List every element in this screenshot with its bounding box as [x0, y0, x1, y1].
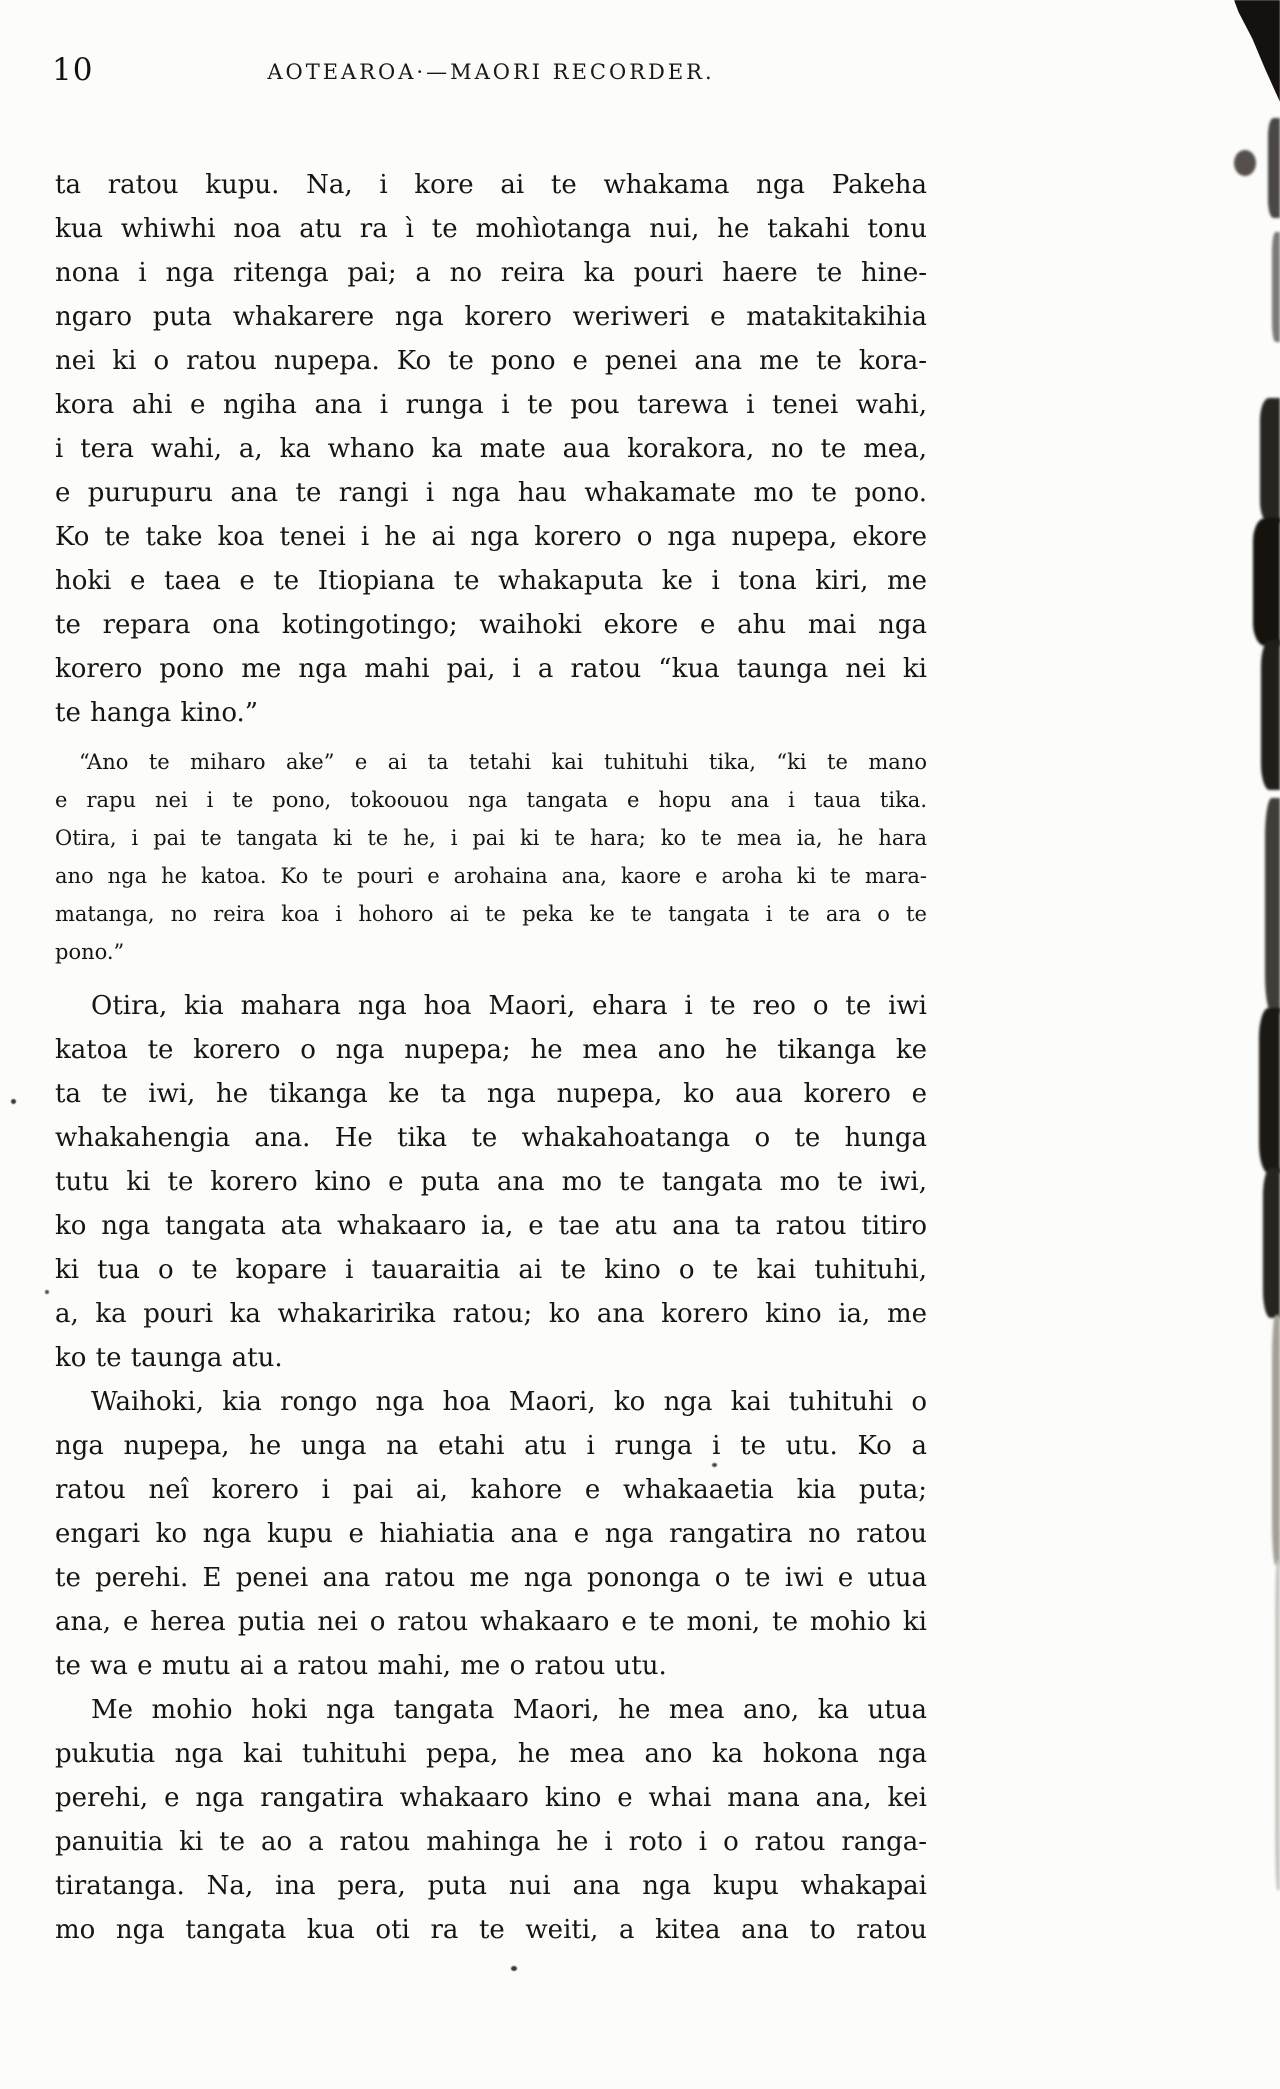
paragraph: [55, 984, 927, 1380]
scan-edge-artifact: [1268, 118, 1280, 218]
text-line: a, ka pouri ka whakaririka ratou; ko ana korero kino ia, me: [55, 1299, 927, 1329]
text-line: ano nga he katoa. Ko te pouri e arohaina ana, kaore e aroha ki te mara-: [55, 864, 927, 888]
text-line: Ko te take koa tenei i he ai nga korero o nga nupepa, ekore: [55, 522, 927, 552]
page-header-title: AOTEAROA·—MAORI RECORDER.: [267, 60, 715, 84]
paragraph: [55, 743, 927, 971]
text-line: e purupuru ana te rangi i nga hau whakamate mo te pono.: [55, 478, 927, 508]
text-line: mo nga tangata kua oti ra te weiti, a kitea ana to ratou: [55, 1915, 927, 1945]
text-line: ngaro puta whakarere nga korero weriweri e matakitakihia: [55, 302, 927, 332]
text-line: te hanga kino.”: [55, 698, 259, 728]
text-line: pono.”: [55, 940, 125, 964]
paragraph: [55, 163, 927, 735]
text-line: tutu ki te korero kino e puta ana mo te tangata mo te iwi,: [55, 1167, 927, 1197]
ink-speck: [45, 1290, 49, 1294]
ink-speck: [511, 1966, 517, 1971]
text-line: ta ratou kupu. Na, i kore ai te whakama nga Pakeha: [55, 170, 927, 200]
text-line: nga nupepa, he unga na etahi atu i runga i te utu. Ko a: [55, 1431, 927, 1461]
scan-edge-artifact: [1265, 798, 1280, 1013]
scan-edge-artifact: [1261, 640, 1280, 790]
text-line: nei ki o ratou nupepa. Ko te pono e penei ana me te kora-: [55, 346, 927, 376]
text-line: matanga, no reira koa i hohoro ai te peka ke te tangata i te ara o te: [55, 902, 927, 926]
scan-edge-artifact: [1260, 398, 1280, 523]
scan-edge-artifact: [1263, 1168, 1280, 1318]
text-line: ratou neî korero i pai ai, kahore e whakaaetia kia puta;: [55, 1475, 927, 1505]
text-line: engari ko nga kupu e hiahiatia ana e nga rangatira no ratou: [55, 1519, 927, 1549]
text-line: katoa te korero o nga nupepa; he mea ano he tikanga ke: [55, 1035, 927, 1065]
text-line: Otira, i pai te tangata ki te he, i pai ki te hara; ko te mea ia, he hara: [55, 826, 927, 850]
text-line: “Ano te miharo ake” e ai ta tetahi kai tuhituhi tika, “ki te mano: [79, 750, 927, 774]
paragraph: [55, 1688, 927, 1952]
text-line: Me mohio hoki nga tangata Maori, he mea ano, ka utua: [91, 1695, 927, 1725]
scan-edge-artifact: [1272, 232, 1280, 342]
scan-corner-artifact: [1234, 0, 1280, 102]
text-line: ta te iwi, he tikanga ke ta nga nupepa, ko aua korero e: [55, 1079, 927, 1109]
scan-edge-artifact: [1234, 150, 1256, 176]
text-line: kora ahi e ngiha ana i runga i te pou tarewa i tenei wahi,: [55, 390, 927, 420]
text-line: hoki e taea e te Itiopiana te whakaputa ke i tona kiri, me: [55, 566, 927, 596]
text-line: korero pono me nga mahi pai, i a ratou “kua taunga nei ki: [55, 654, 927, 684]
text-line: te repara ona kotingotingo; waihoki ekore e ahu mai nga: [55, 610, 927, 640]
text-line: whakahengia ana. He tika te whakahoatanga o te hunga: [55, 1123, 927, 1153]
text-line: e rapu nei i te pono, tokoouou nga tangata e hopu ana i taua tika.: [55, 788, 927, 812]
text-line: ki tua o te kopare i tauaraitia ai te kino o te kai tuhituhi,: [55, 1255, 927, 1285]
text-line: nona i nga ritenga pai; a no reira ka pouri haere te hine-: [55, 258, 927, 288]
text-line: tiratanga. Na, ina pera, puta nui ana nga kupu whakapai: [55, 1871, 927, 1901]
scan-edge-artifact: [1275, 1560, 1280, 1890]
text-line: te wa e mutu ai a ratou mahi, me o ratou utu.: [55, 1651, 667, 1681]
text-line: ana, e herea putia nei o ratou whakaaro e te moni, te mohio ki: [55, 1607, 927, 1637]
text-line: ko te taunga atu.: [55, 1343, 283, 1373]
scan-edge-artifact: [1259, 1008, 1280, 1173]
scan-edge-artifact: [1253, 518, 1280, 646]
ink-speck: [11, 1099, 16, 1104]
text-line: ko nga tangata ata whakaaro ia, e tae atu ana ta ratou titiro: [55, 1211, 927, 1241]
text-line: pukutia nga kai tuhituhi pepa, he mea ano ka hokona nga: [55, 1739, 927, 1769]
text-line: i tera wahi, a, ka whano ka mate aua korakora, no te mea,: [55, 434, 927, 464]
page-body-text: [55, 163, 927, 1952]
text-line: te perehi. E penei ana ratou me nga pononga o te iwi e utua: [55, 1563, 927, 1593]
scan-edge-artifact: [1272, 1315, 1280, 1565]
text-line: panuitia ki te ao a ratou mahinga he i roto i o ratou ranga-: [55, 1827, 927, 1857]
text-line: kua whiwhi noa atu ra ì te mohìotanga nui, he takahi tonu: [55, 214, 927, 244]
page-number: 10: [52, 52, 94, 88]
text-line: perehi, e nga rangatira whakaaro kino e whai mana ana, kei: [55, 1783, 927, 1813]
paragraph: [55, 1380, 927, 1688]
text-line: Otira, kia mahara nga hoa Maori, ehara i te reo o te iwi: [91, 991, 927, 1021]
text-line: Waihoki, kia rongo nga hoa Maori, ko nga kai tuhituhi o: [91, 1387, 927, 1417]
